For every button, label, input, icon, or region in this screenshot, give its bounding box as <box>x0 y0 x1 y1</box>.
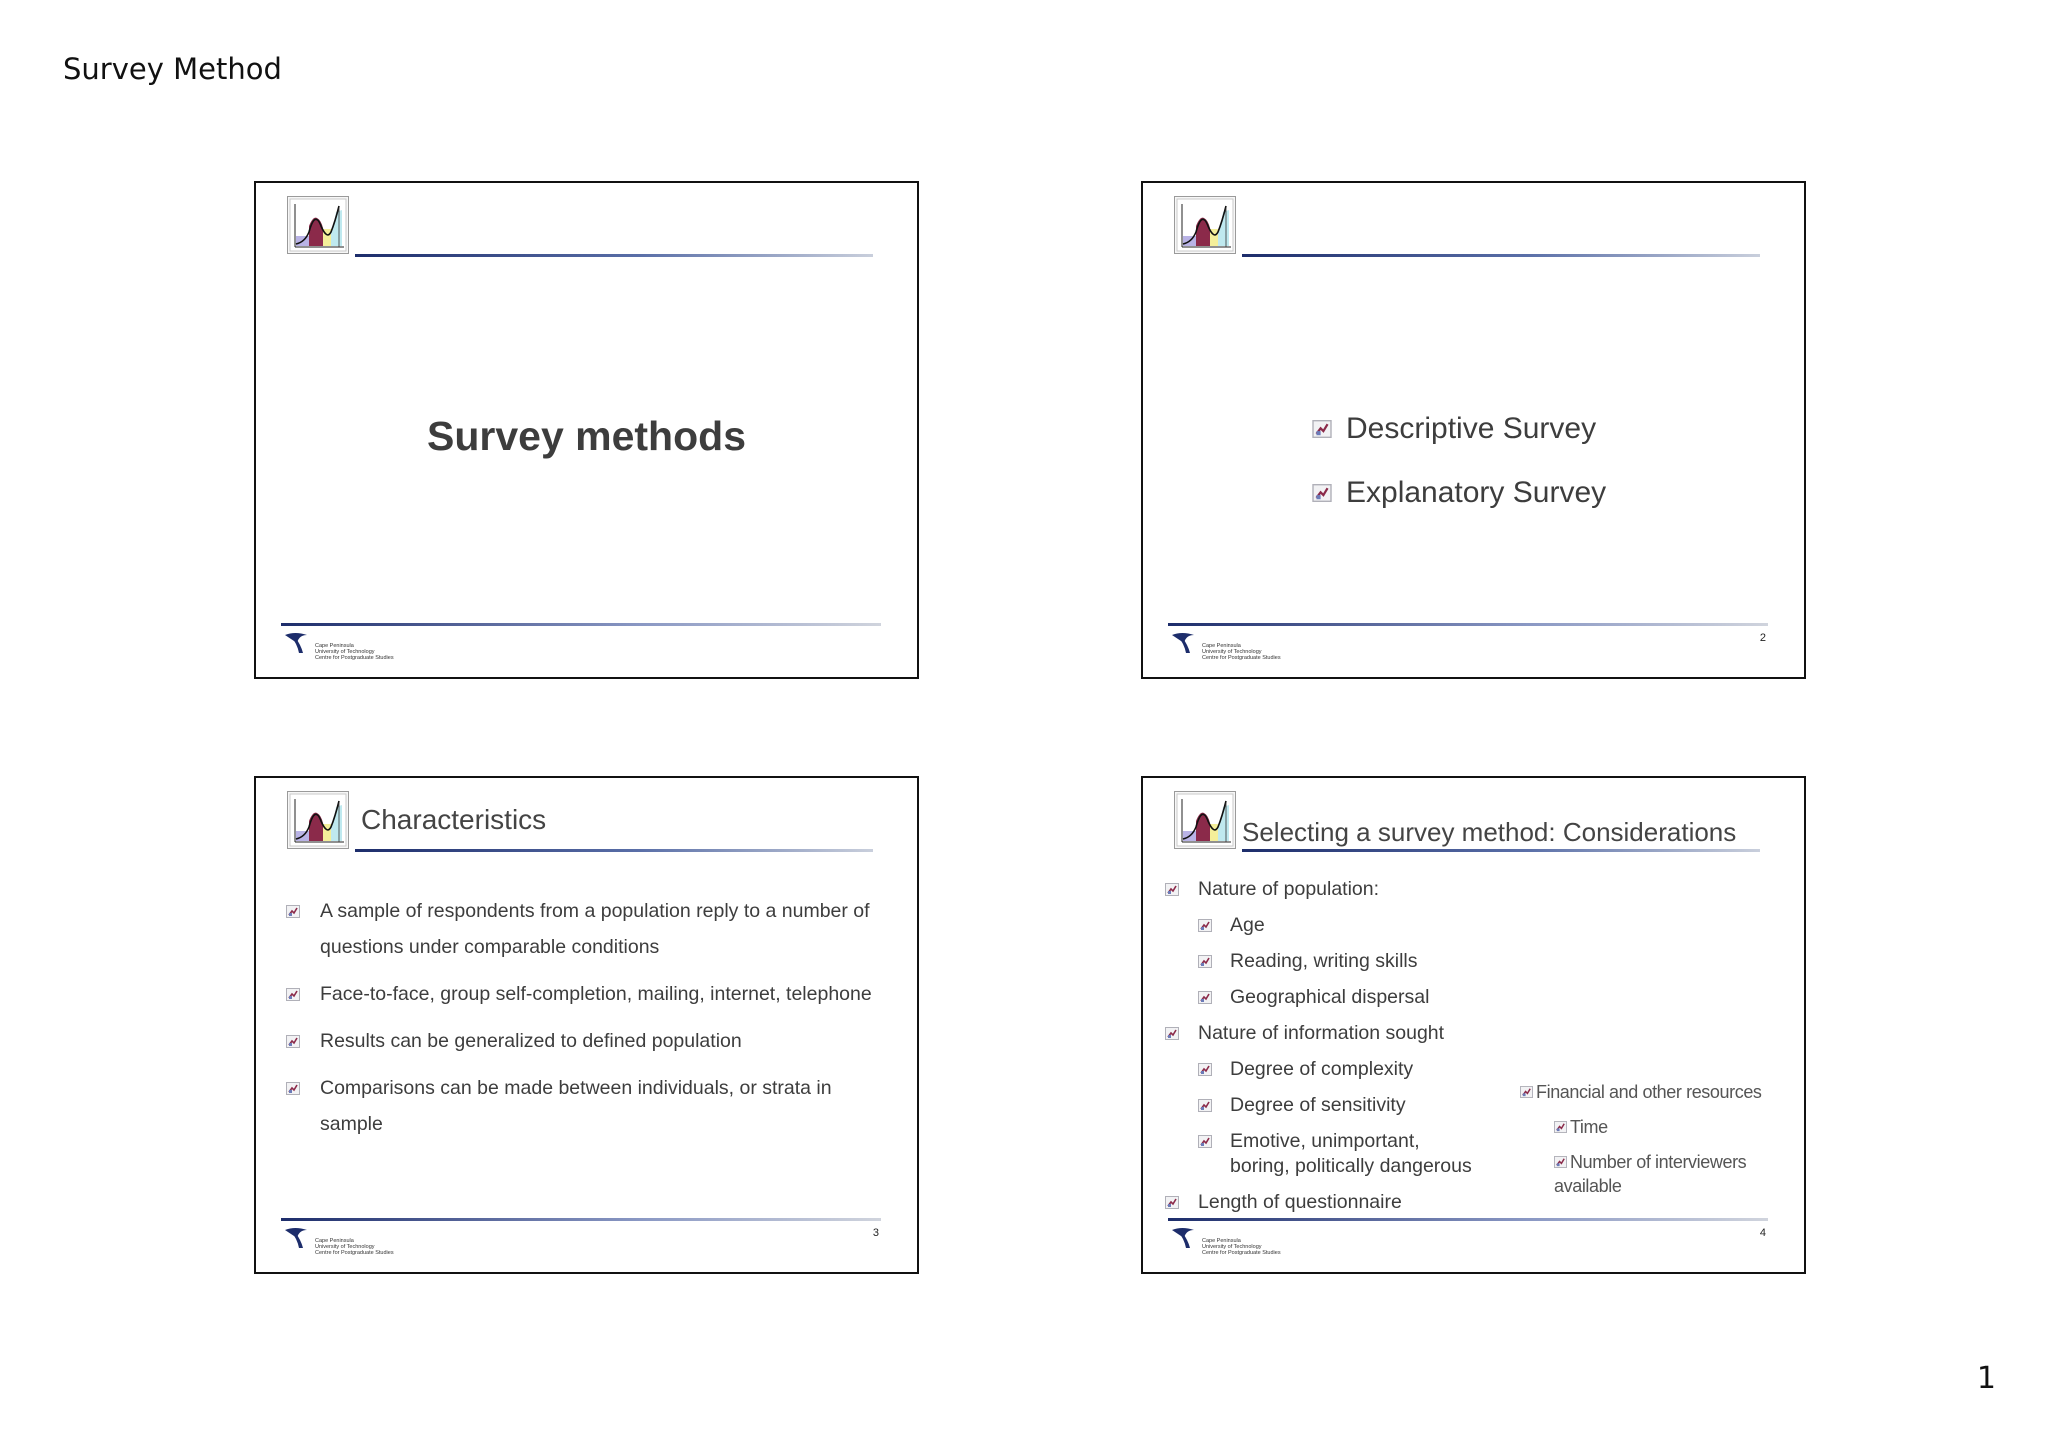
list-item <box>286 976 896 1012</box>
page-number: 1 <box>1976 1361 1996 1396</box>
logo-line-2: University of Technology <box>315 1244 375 1250</box>
university-logo <box>1168 629 1298 673</box>
list-item <box>1165 1129 1475 1179</box>
bullet-text: Financial and other resources <box>1536 1082 1762 1102</box>
list-item <box>1520 1080 1770 1104</box>
bullet-text: Comparisons can be made between individuals, or strata in sample <box>320 1077 832 1135</box>
bullet-text: Nature of information sought <box>1198 1022 1445 1044</box>
bullet-text: Number of interviewers available <box>1554 1152 1747 1196</box>
list-item <box>1165 985 1545 1010</box>
chart-logo-icon <box>1174 791 1236 849</box>
slide-number: 3 <box>872 1227 879 1239</box>
footer-rule <box>1168 623 1768 626</box>
bullet-icon <box>1520 1086 1533 1098</box>
bullet-text: Degree of sensitivity <box>1230 1094 1406 1116</box>
bullet-icon <box>1198 919 1212 932</box>
bullet-list <box>1312 397 1606 525</box>
resources-list <box>1520 1080 1770 1209</box>
logo-line-1: Cape Peninsula <box>1202 1238 1241 1244</box>
logo-line-1: Cape Peninsula <box>315 643 354 649</box>
list-item <box>1165 1093 1545 1118</box>
logo-line-3: Centre for Postgraduate Studies <box>1202 1250 1281 1256</box>
bullet-icon <box>1165 1196 1179 1209</box>
bullet-icon <box>286 905 300 918</box>
university-logo <box>1168 1224 1298 1268</box>
slide-title: Survey methods <box>427 413 746 459</box>
university-logo <box>281 629 411 673</box>
list-item <box>1520 1150 1749 1198</box>
header-rule <box>355 849 873 852</box>
list-item <box>1165 1190 1545 1215</box>
bullet-text: Degree of complexity <box>1230 1058 1414 1080</box>
bullet-icon <box>286 988 300 1001</box>
logo-line-3: Centre for Postgraduate Studies <box>1202 655 1281 661</box>
bullet-text: Reading, writing skills <box>1230 950 1418 972</box>
chart-logo-icon <box>1174 196 1236 254</box>
slide-number: 2 <box>1759 632 1766 644</box>
logo-line-3: Centre for Postgraduate Studies <box>315 655 394 661</box>
logo-line-2: University of Technology <box>1202 1244 1262 1250</box>
bullet-icon <box>1165 883 1179 896</box>
bullet-text: Time <box>1570 1117 1608 1137</box>
bullet-text: Emotive, unimportant, boring, politically dangerous <box>1230 1130 1472 1177</box>
slide-number: 4 <box>1759 1227 1766 1239</box>
chart-logo-icon <box>287 791 349 849</box>
list-item <box>1312 461 1606 525</box>
bullet-icon <box>286 1035 300 1048</box>
header-rule <box>1242 849 1760 852</box>
university-logo <box>281 1224 411 1268</box>
chart-logo-icon <box>287 196 349 254</box>
list-item <box>1312 397 1606 461</box>
list-item <box>286 1023 896 1059</box>
logo-line-3: Centre for Postgraduate Studies <box>315 1250 394 1256</box>
list-item <box>1165 913 1545 938</box>
document-header-title: Survey Method <box>63 52 282 86</box>
bullet-icon <box>1198 1099 1212 1112</box>
footer-rule <box>281 623 881 626</box>
logo-line-2: University of Technology <box>1202 649 1262 655</box>
bullet-icon <box>1198 991 1212 1004</box>
list-item <box>1165 1057 1545 1082</box>
bullet-icon <box>286 1082 300 1095</box>
bullet-text: Length of questionnaire <box>1198 1191 1402 1213</box>
bullet-text: A sample of respondents from a population reply to a number of questions under comparable conditions <box>320 900 870 958</box>
considerations-list <box>1165 877 1545 1226</box>
list-item <box>1165 949 1545 974</box>
list-item <box>1165 1021 1545 1046</box>
slide-heading: Characteristics <box>361 804 547 835</box>
list-item <box>286 1070 896 1142</box>
slide-thumbnail-1[interactable] <box>254 181 919 679</box>
bullet-text: Results can be generalized to defined population <box>320 1030 742 1052</box>
bullet-icon <box>1312 420 1332 438</box>
slide-thumbnail-4[interactable] <box>1141 776 1806 1274</box>
bullet-text: Explanatory Survey <box>1346 476 1607 509</box>
slide-thumbnail-2[interactable] <box>1141 181 1806 679</box>
bullet-text: Face-to-face, group self-completion, mailing, internet, telephone <box>320 983 872 1005</box>
bullet-text: Nature of population: <box>1198 878 1380 900</box>
bullet-icon <box>1312 484 1332 502</box>
slide-heading: Selecting a survey method: Considerations <box>1242 817 1737 847</box>
footer-rule <box>281 1218 881 1221</box>
logo-line-2: University of Technology <box>315 649 375 655</box>
bullet-icon <box>1198 1063 1212 1076</box>
footer-rule <box>1168 1218 1768 1221</box>
bullet-icon <box>1165 1027 1179 1040</box>
bullet-icon <box>1554 1156 1567 1168</box>
slide-thumbnail-3[interactable] <box>254 776 919 1274</box>
bullet-text: Geographical dispersal <box>1230 986 1430 1008</box>
bullet-text: Descriptive Survey <box>1346 412 1597 445</box>
header-rule <box>355 254 873 257</box>
list-item <box>1520 1115 1770 1139</box>
bullet-icon <box>1198 955 1212 968</box>
bullet-icon <box>1554 1121 1567 1133</box>
bullet-icon <box>1198 1135 1212 1148</box>
bullet-list <box>286 893 896 1153</box>
list-item <box>1165 877 1545 902</box>
logo-line-1: Cape Peninsula <box>1202 643 1241 649</box>
bullet-text: Age <box>1230 914 1265 936</box>
logo-line-1: Cape Peninsula <box>315 1238 354 1244</box>
header-rule <box>1242 254 1760 257</box>
list-item <box>286 893 896 965</box>
